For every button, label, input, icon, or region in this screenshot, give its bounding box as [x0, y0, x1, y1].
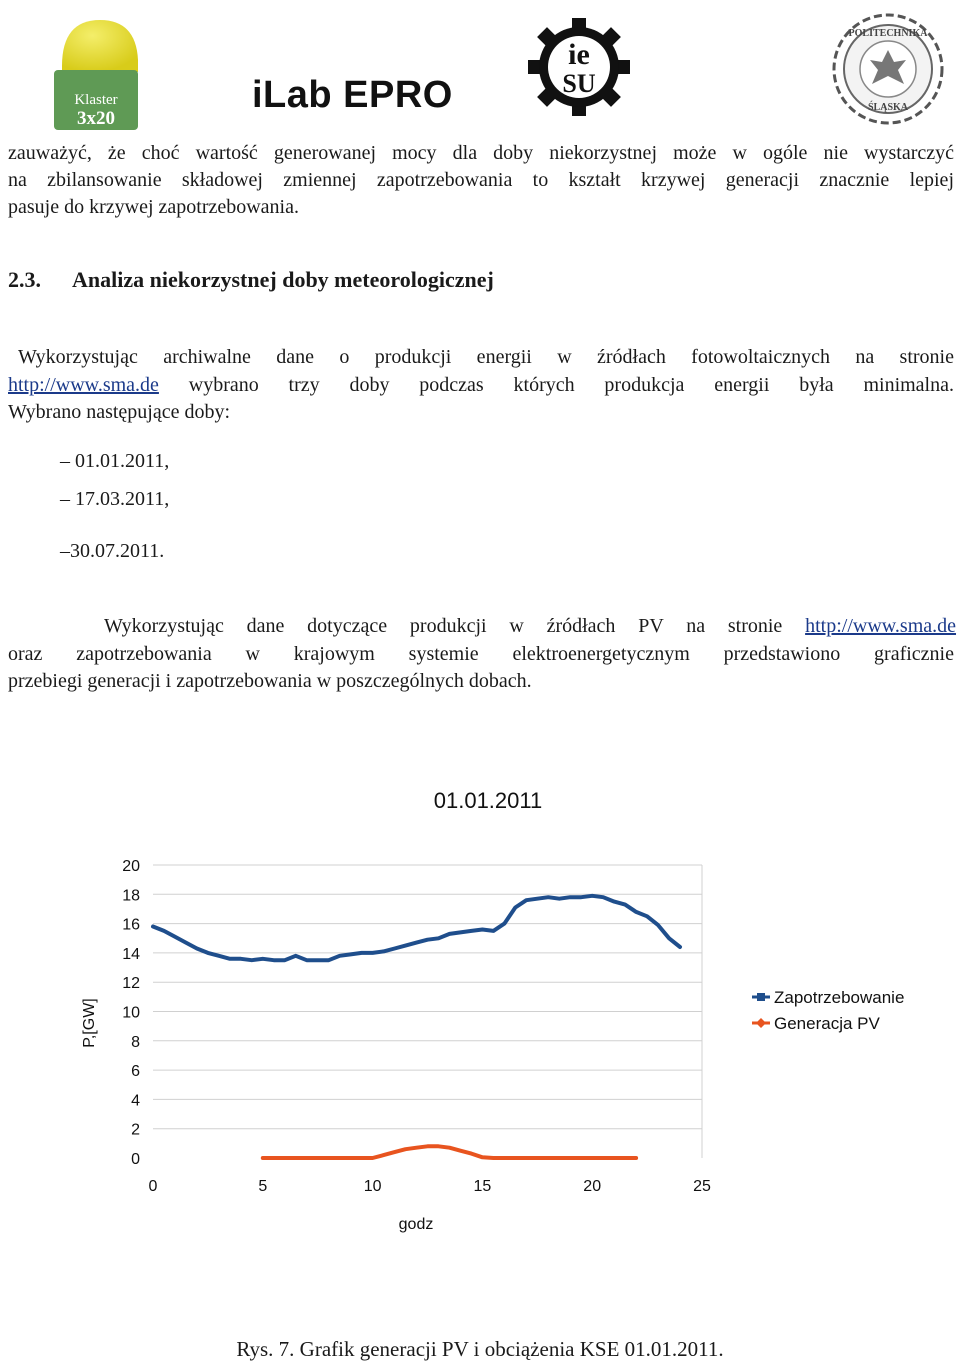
- sma-link-2[interactable]: http://www.sma.de: [805, 615, 957, 637]
- x-tick-label: 10: [363, 1178, 382, 1195]
- series-line-zapotrzebowanie: [153, 896, 680, 960]
- y-tick-label: 16: [122, 916, 140, 934]
- y-tick-label: 8: [131, 1033, 140, 1051]
- legend-marker-square: [757, 993, 765, 1001]
- date-item: – 01.01.2011,: [60, 450, 170, 472]
- y-tick-label: 10: [122, 1004, 140, 1022]
- chart-series: [153, 896, 680, 1158]
- y-tick-label: 20: [122, 858, 140, 875]
- para1-line-2-text: wybrano trzy doby podczas których produkcja energii była minimalna.: [188, 374, 954, 396]
- x-tick-label: 25: [693, 1178, 711, 1195]
- figure-caption: Rys. 7. Grafik generacji PV i obciążenia KSE 01.01.2011.: [236, 1337, 724, 1361]
- y-axis-label: P,[GW]: [81, 998, 98, 1048]
- para2-line-1: [104, 613, 956, 641]
- x-tick-label: 20: [583, 1178, 602, 1195]
- intro-line-1: zauważyć, że choć wartość generowanej mocy dla doby niekorzystnej może w ogóle nie wystarczyć: [8, 142, 954, 164]
- ilab-epro-logo: iLab EPRO: [252, 74, 453, 116]
- y-tick-label: 2: [131, 1121, 140, 1139]
- x-tick-label: 15: [473, 1178, 492, 1195]
- para2-line-1-text: Wykorzystując dane dotyczące produkcji w źródłach PV na stronie: [104, 615, 783, 637]
- date-item: –30.07.2011.: [60, 540, 165, 562]
- legend-label: Generacja PV: [774, 1014, 880, 1033]
- chart-grid: [153, 865, 702, 1158]
- svg-text:SU: SU: [562, 69, 596, 98]
- section-number: 2.3.: [8, 267, 41, 292]
- y-tick-label: 4: [131, 1092, 140, 1110]
- para2-line-3: przebiegi generacji i zapotrzebowania w poszczególnych dobach.: [8, 670, 532, 692]
- legend-label: Zapotrzebowanie: [774, 988, 905, 1007]
- x-tick-label: 5: [258, 1178, 268, 1195]
- svg-text:3x20: 3x20: [77, 108, 115, 129]
- svg-text:ie: ie: [568, 38, 590, 71]
- politechnika-slaska-seal: [832, 12, 944, 126]
- y-tick-label: 12: [122, 975, 140, 993]
- chart-legend: [752, 988, 904, 1033]
- svg-text:POLITECHNIKA: POLITECHNIKA: [848, 28, 928, 39]
- para1-line-3: Wybrano następujące doby:: [8, 401, 231, 423]
- y-tick-label: 18: [122, 887, 140, 905]
- series-line-generacja-pv: [263, 1146, 636, 1158]
- klaster-3x20-logo: [48, 14, 144, 132]
- svg-text:Klaster: Klaster: [74, 92, 118, 108]
- sma-link[interactable]: http://www.sma.de: [8, 374, 159, 396]
- iesu-logo: [528, 18, 630, 116]
- y-tick-label: 14: [122, 945, 140, 963]
- power-chart: [0, 770, 960, 1240]
- y-axis-ticks: [122, 858, 140, 1168]
- intro-line-2: na zbilansowanie składowej zmiennej zapotrzebowania to kształt krzywej generacji znacznie lepiej: [8, 169, 954, 191]
- para2-line-2: oraz zapotrzebowania w krajowym systemie elektroenergetycznym przedstawiono graficznie: [8, 643, 954, 665]
- para1-line-2: [8, 372, 954, 400]
- date-item: – 17.03.2011,: [60, 488, 170, 510]
- section-title: Analiza niekorzystnej doby meteorologicznej: [72, 267, 494, 292]
- section-heading: [8, 267, 494, 293]
- intro-line-3: pasuje do krzywej zapotrzebowania.: [8, 196, 299, 218]
- x-axis-ticks: [149, 1178, 711, 1195]
- x-tick-label: 0: [148, 1178, 158, 1195]
- legend-marker-diamond: [756, 1018, 766, 1028]
- x-axis-label: godz: [398, 1216, 434, 1233]
- svg-text:ŚLĄSKA: ŚLĄSKA: [867, 102, 909, 113]
- y-tick-label: 0: [131, 1151, 140, 1168]
- chart-title: 01.01.2011: [433, 788, 543, 813]
- y-tick-label: 6: [131, 1063, 140, 1081]
- header-logos: [0, 0, 960, 135]
- para1-line-1: Wykorzystując archiwalne dane o produkcji energii w źródłach fotowoltaicznych na stronie: [18, 346, 954, 368]
